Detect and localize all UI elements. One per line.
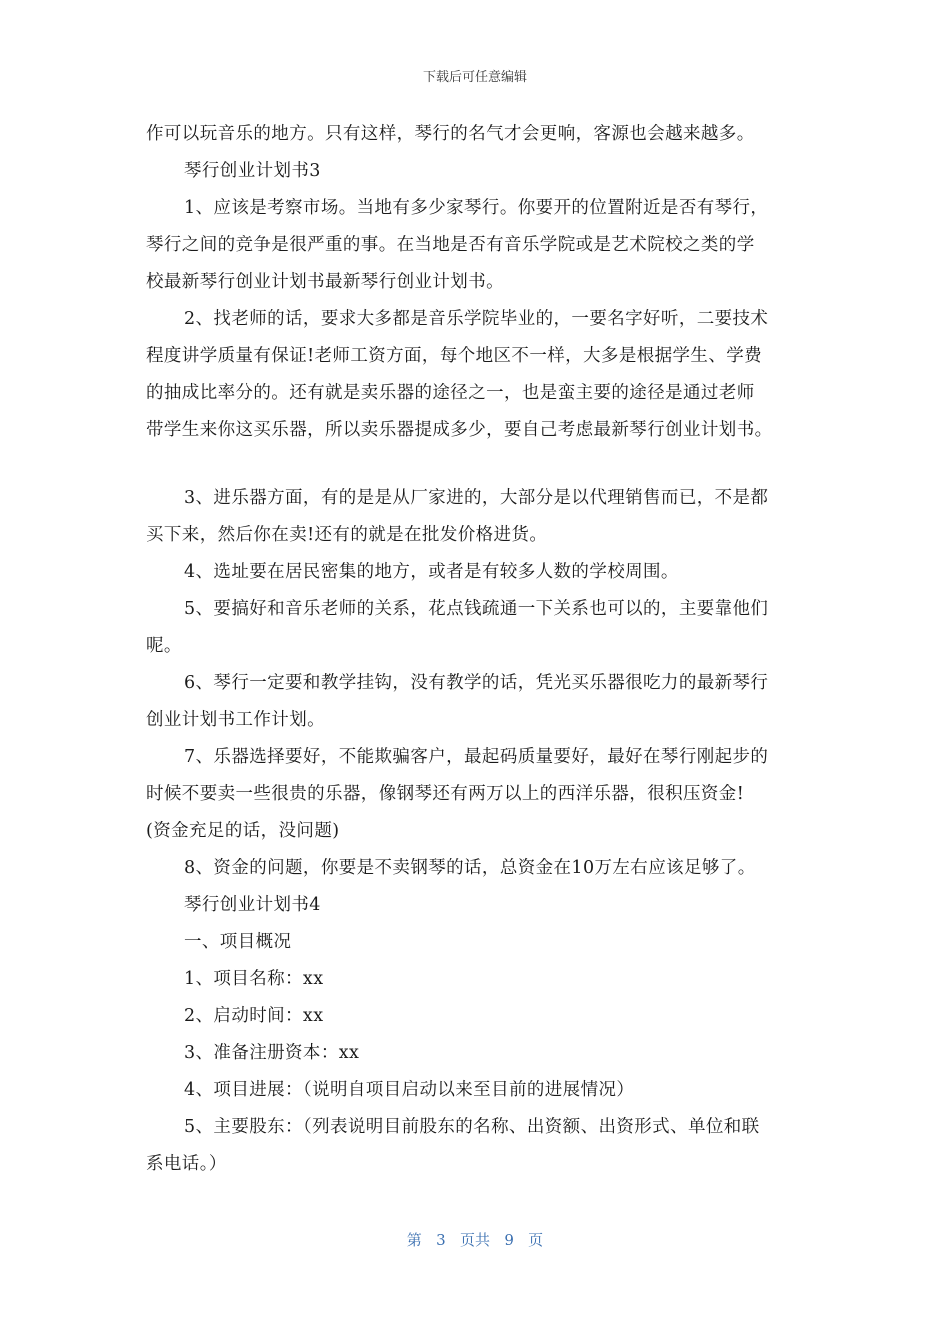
text-line: 8、资金的问题，你要是不卖钢琴的话，总资金在10万左右应该足够了。 [184, 858, 756, 878]
text-line: 时候不要卖一些很贵的乐器，像钢琴还有两万以上的西洋乐器，很积压资金! [146, 784, 745, 804]
section-heading-plan-3 [146, 153, 806, 190]
paragraph-item-4 [146, 554, 806, 591]
text-line: 3、准备注册资本：xx [184, 1043, 360, 1063]
section-heading-plan-4 [146, 887, 806, 924]
text-line: 创业计划书工作计划。 [146, 710, 325, 730]
text-line: (资金充足的话，没问题) [146, 821, 340, 841]
paragraph-item-3 [146, 480, 806, 554]
field-main-shareholders [146, 1109, 806, 1183]
text-line: 买下来，然后你在卖!还有的就是在批发价格进货。 [146, 525, 548, 545]
paragraph-item-7 [146, 739, 806, 850]
text-line: 呢。 [146, 636, 182, 656]
text-line: 系电话。） [146, 1154, 227, 1174]
text-line: 一、项目概况 [184, 932, 292, 952]
text-line: 带学生来你这买乐器，所以卖乐器提成多少，要自己考虑最新琴行创业计划书。 [146, 420, 773, 440]
blank-line [146, 449, 806, 480]
text-line: 4、项目进展：（说明自项目启动以来至目前的进展情况） [184, 1080, 635, 1100]
text-line: 1、应该是考察市场。当地有多少家琴行。你要开的位置附近是否有琴行， [184, 198, 769, 218]
field-start-time [146, 998, 806, 1035]
page-footer [0, 1229, 950, 1250]
page-header: 下载后可任意编辑 [422, 70, 527, 85]
text-line: 1、项目名称：xx [184, 969, 324, 989]
text-line: 作可以玩音乐的地方。只有这样，琴行的名气才会更响，客源也会越来越多。 [146, 124, 755, 144]
text-line: 6、琴行一定要和教学挂钩，没有教学的话，凭光买乐器很吃力的最新琴行 [184, 673, 769, 693]
page-label-suffix: 页 [528, 1231, 544, 1249]
text-line: 5、主要股东：（列表说明目前股东的名称、出资额、出资形式、单位和联 [184, 1117, 760, 1137]
total-pages-number: 9 [504, 1231, 514, 1249]
text-line: 5、要搞好和音乐老师的关系，花点钱疏通一下关系也可以的，主要靠他们 [184, 599, 769, 619]
text-line: 2、启动时间：xx [184, 1006, 324, 1026]
page-label-middle: 页共 [459, 1231, 490, 1249]
paragraph-item-2 [146, 301, 806, 449]
page-label-prefix: 第 [406, 1231, 422, 1249]
text-line: 琴行之间的竞争是很严重的事。在当地是否有音乐学院或是艺术院校之类的学 [146, 235, 755, 255]
current-page-number: 3 [436, 1231, 446, 1249]
paragraph-item-8 [146, 850, 806, 887]
field-registered-capital [146, 1035, 806, 1072]
field-project-progress [146, 1072, 806, 1109]
text-line: 琴行创业计划书4 [184, 895, 321, 915]
paragraph-item-1 [146, 190, 806, 301]
subheading-project-overview [146, 924, 806, 961]
text-line: 2、找老师的话，要求大多都是音乐学院毕业的，一要名字好听，二要技术 [184, 309, 769, 329]
text-line: 程度讲学质量有保证!老师工资方面，每个地区不一样，大多是根据学生、学费 [146, 346, 763, 366]
paragraph-item-5 [146, 591, 806, 665]
text-line: 4、选址要在居民密集的地方，或者是有较多人数的学校周围。 [184, 562, 679, 582]
text-line: 琴行创业计划书3 [184, 161, 321, 181]
text-line: 3、进乐器方面，有的是是从厂家进的，大部分是以代理销售而已，不是都 [184, 488, 769, 508]
text-line: 的抽成比率分的。还有就是卖乐器的途径之一，也是蛮主要的途径是通过老师 [146, 383, 755, 403]
paragraph-continuation [146, 116, 806, 153]
field-project-name [146, 961, 806, 998]
paragraph-item-6 [146, 665, 806, 739]
text-line: 校最新琴行创业计划书最新琴行创业计划书。 [146, 272, 504, 292]
text-line: 7、乐器选择要好，不能欺骗客户，最起码质量要好，最好在琴行刚起步的 [184, 747, 769, 767]
document-body [146, 116, 806, 1183]
